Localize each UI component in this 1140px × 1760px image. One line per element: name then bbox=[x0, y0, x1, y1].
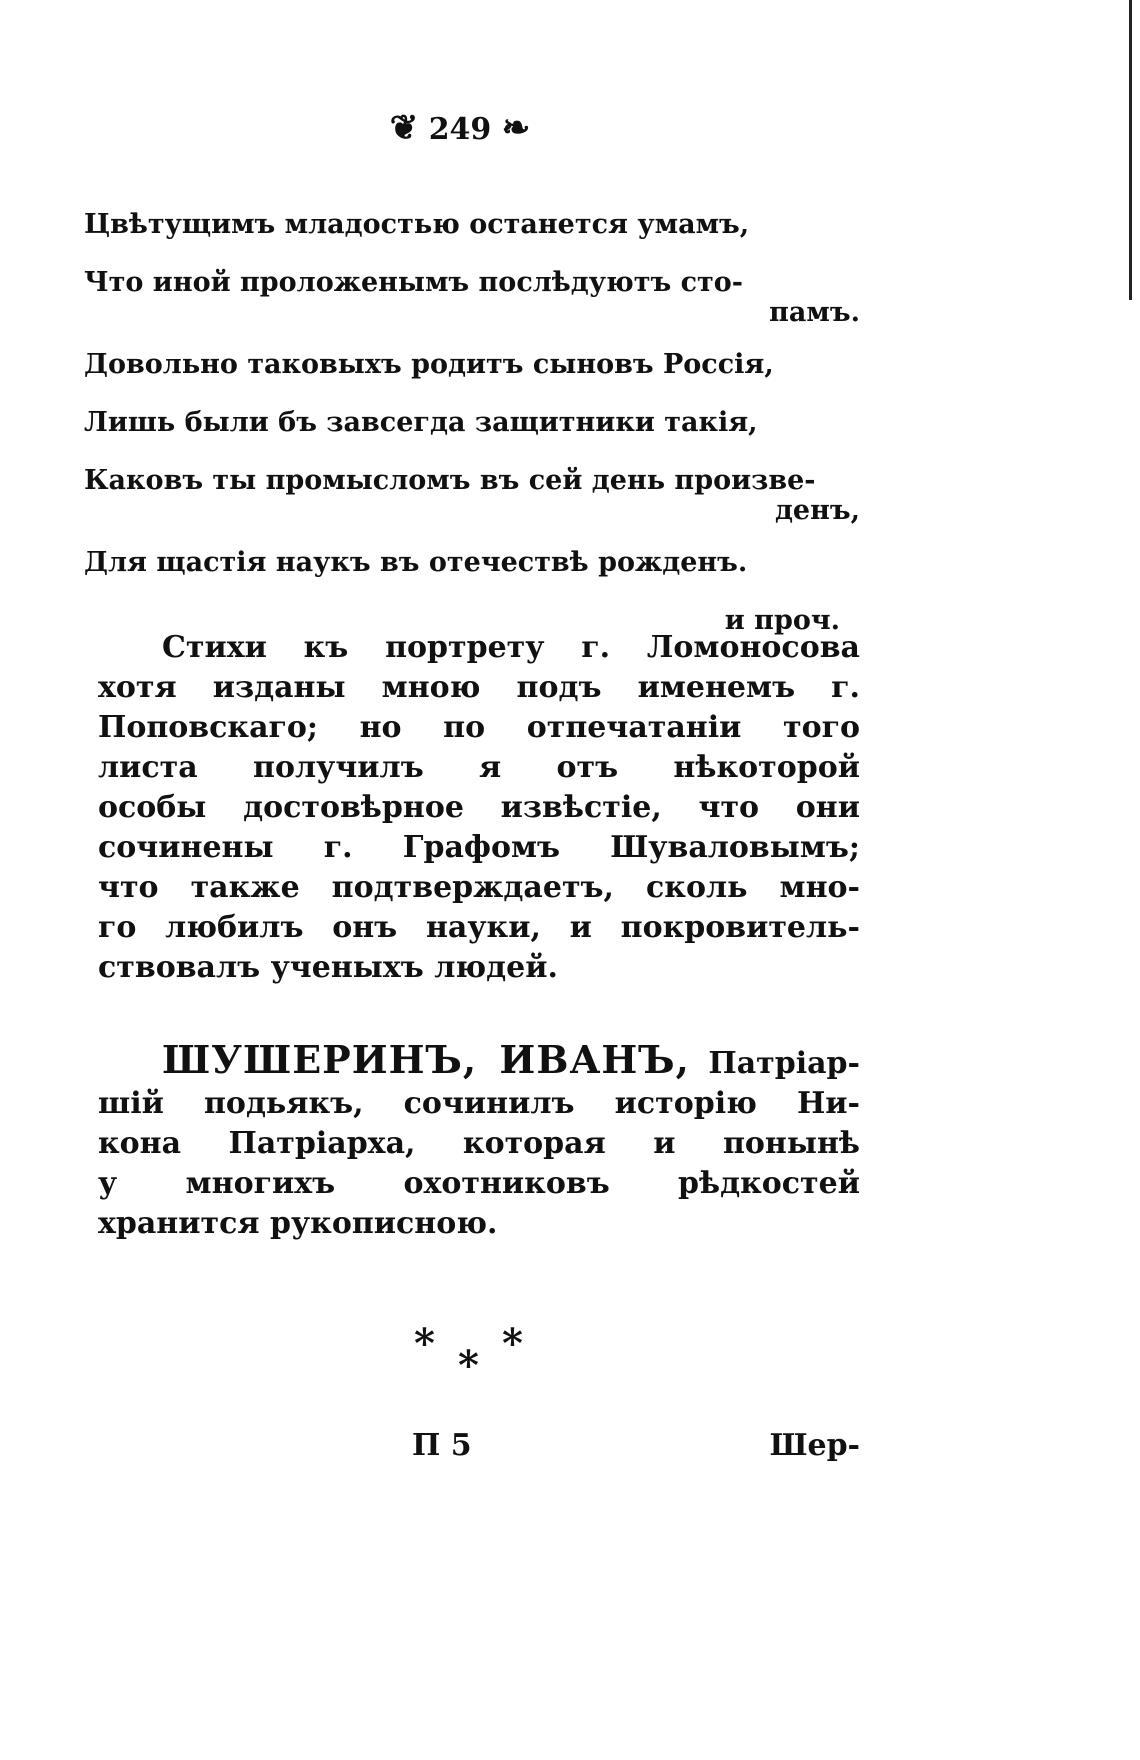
scan-edge-line bbox=[1129, 0, 1132, 300]
poem-line-continuation: памъ. bbox=[769, 297, 860, 328]
entry-shusherin bbox=[98, 1037, 860, 1244]
paragraph-line: особы достовѣрное извѣстіе, что они bbox=[98, 790, 860, 825]
poem-line-continuation: денъ, bbox=[774, 495, 860, 526]
paragraph-line: листа получилъ я отъ нѣкоторой bbox=[98, 750, 860, 785]
paragraph-line: Стихи къ портрету г. Ломоносова bbox=[162, 630, 860, 665]
poem-block bbox=[84, 196, 860, 650]
poem-line: Лишь были бъ завсегда защитники такія, bbox=[84, 407, 758, 438]
paragraph-line: у многихъ охотниковъ рѣдкостей bbox=[98, 1166, 860, 1201]
poem-line: Каковъ ты промысломъ въ сей день произве- bbox=[84, 465, 816, 496]
poem-line: Для щастія наукъ въ отечествѣ рожденъ. bbox=[84, 547, 748, 578]
entry-first-line bbox=[98, 1037, 860, 1084]
paragraph-line: ствовалъ ученыхъ людей. bbox=[98, 950, 558, 985]
entry-heading-rest: Патріар- bbox=[708, 1046, 860, 1081]
asterism-ornament bbox=[400, 1320, 540, 1400]
left-ornament-icon: ❦ bbox=[389, 108, 419, 148]
page-header bbox=[340, 108, 580, 148]
paragraph-line: го любилъ онъ науки, и покровитель- bbox=[98, 910, 860, 945]
poem-line: Довольно таковыхъ родитъ сыновъ Россія, bbox=[84, 349, 774, 380]
paragraph-line: шій подьякъ, сочинилъ исторію Ни- bbox=[98, 1086, 860, 1121]
catchword: Шер- bbox=[769, 1428, 860, 1463]
entry-heading: ШУШЕРИНЪ, ИВАНЪ, bbox=[162, 1037, 690, 1082]
star-icon: * bbox=[502, 1320, 523, 1367]
page-footer bbox=[98, 1428, 860, 1478]
paragraph-line: кона Патріарха, которая и понынѣ bbox=[98, 1126, 860, 1161]
right-ornament-icon: ❧ bbox=[501, 108, 531, 148]
paragraph-line: что также подтверждаетъ, сколь мно- bbox=[98, 870, 860, 905]
paragraph-line: сочинены г. Графомъ Шуваловымъ; bbox=[98, 830, 860, 865]
star-icon: * bbox=[414, 1320, 435, 1367]
signature-mark: П 5 bbox=[412, 1428, 472, 1463]
poem-line: Цвѣтущимъ младостью останется умамъ, bbox=[84, 209, 750, 240]
paragraph-line: хранится рукописною. bbox=[98, 1206, 498, 1241]
page-number: 249 bbox=[428, 112, 492, 147]
star-icon: * bbox=[458, 1342, 479, 1389]
paragraph-line: Поповскаго; но по отпечатаніи того bbox=[98, 710, 860, 745]
poem-closing: и проч. bbox=[724, 605, 840, 636]
poem-line: Что иной проложенымъ послѣдуютъ сто- bbox=[84, 267, 743, 298]
paragraph-line: хотя изданы мною подъ именемъ г. bbox=[98, 670, 860, 705]
paragraph-portrait-verses bbox=[98, 628, 860, 988]
